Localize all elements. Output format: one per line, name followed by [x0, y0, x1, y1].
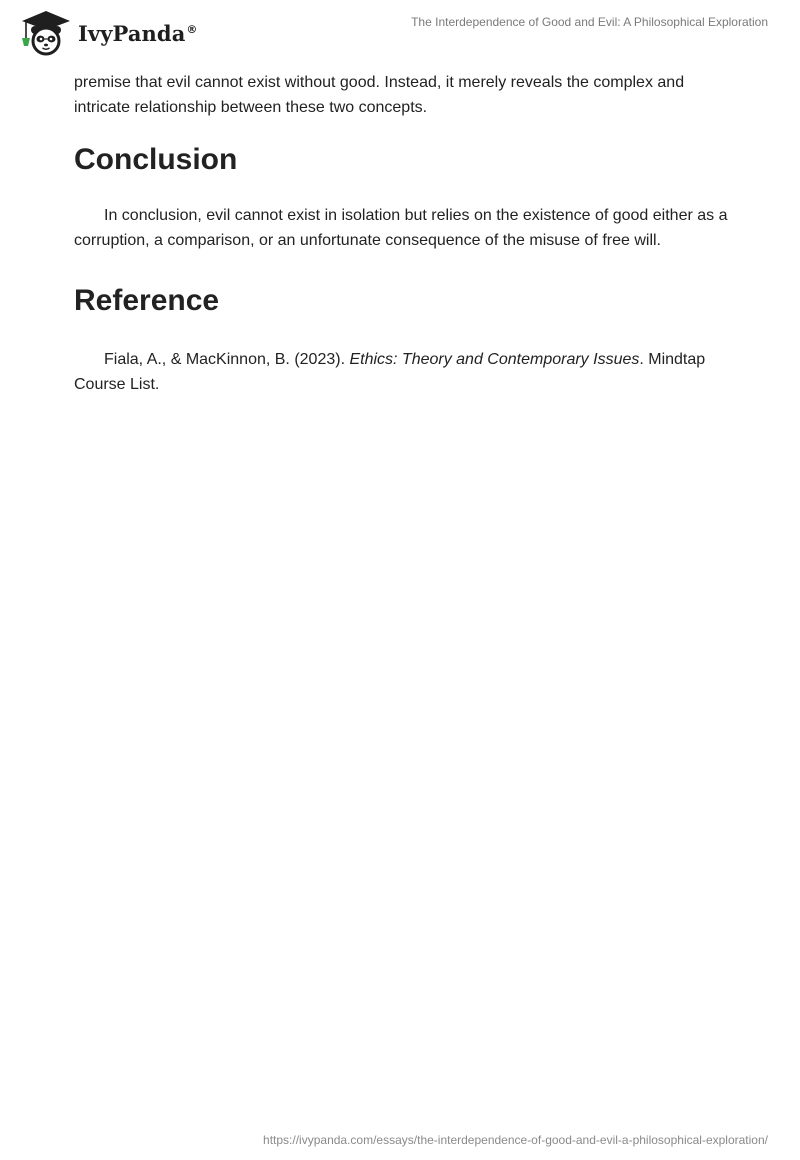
reference-heading: Reference — [74, 284, 220, 317]
source-url[interactable]: https://ivypanda.com/essays/the-interdependence-of-good-and-evil-a-philosophical-exploration/ — [263, 1133, 768, 1147]
intro-paragraph: premise that evil cannot exist without good. Instead, it merely reveals the complex and intricate relationship between these two concepts. — [74, 74, 685, 116]
conclusion-heading: Conclusion — [74, 143, 238, 176]
conclusion-paragraph: In conclusion, evil cannot exist in isolation but relies on the existence of good either as a corruption, a comparison, or an unfortunate consequence of the misuse of free will. — [74, 207, 728, 249]
reference-authors-year: Fiala, A., & MacKinnon, B. (2023). — [104, 351, 350, 368]
registered-mark: ® — [186, 22, 198, 36]
panda-graduate-icon — [16, 8, 76, 56]
ivypanda-logo[interactable] — [16, 8, 198, 56]
reference-entry — [74, 347, 734, 397]
document-title: The Interdependence of Good and Evil: A Philosophical Exploration — [411, 15, 768, 29]
reference-publisher: . Mindtap Course List. — [74, 351, 706, 393]
reference-book-title: Ethics: Theory and Contemporary Issues — [349, 351, 640, 368]
essay-content — [74, 70, 734, 397]
logo-wordmark: IvyPanda® — [78, 20, 198, 46]
page-header — [0, 0, 800, 60]
